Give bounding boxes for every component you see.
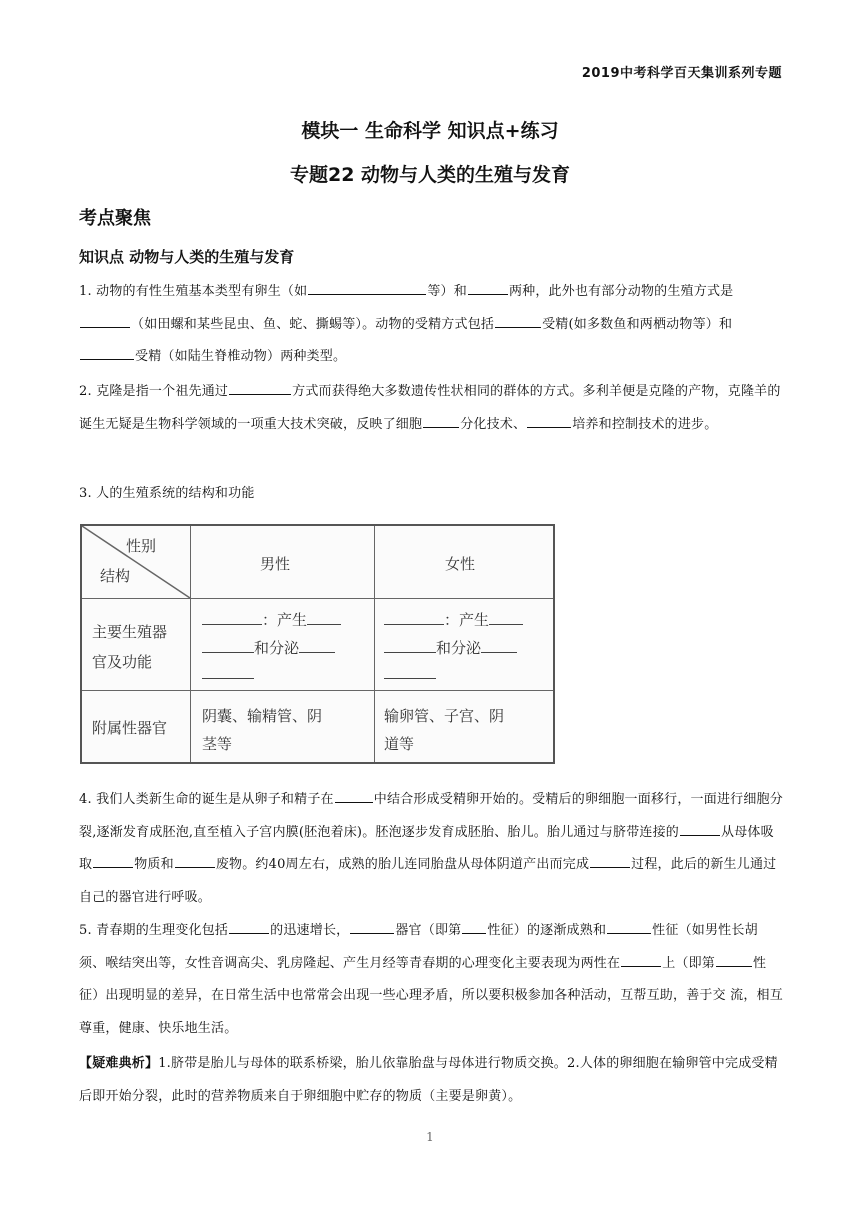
section-heading: 考点聚焦 — [79, 208, 151, 229]
p5-text-g: 性征）出现明显的差异，在日常生活中也常常会出现一些心理矛盾，所以要积极参加各种活动，互帮互助，善于交 流，相互尊重，健康、快乐地生活。 — [79, 955, 783, 1036]
p2-text-c: 分化技术、 — [460, 416, 527, 432]
p4-text-f: 过程，此后的新生儿通过自己的器官进行呼吸。 — [79, 857, 777, 905]
female-row1-line1 — [384, 606, 523, 634]
answer-blank[interactable] — [621, 953, 661, 967]
row1-label-1: 主要生殖器 — [92, 623, 168, 641]
p1-text-d: （如田螺和某些昆虫、鱼、蛇、撕蜴等）。动物的受精方式包括 — [131, 316, 495, 332]
p1-text-c: 两种，此外也有部分动物的生殖方式是 — [508, 284, 734, 299]
answer-blank[interactable] — [481, 638, 517, 653]
answer-blank[interactable] — [308, 281, 426, 295]
male-accessory-1: 阴囊、输精管、阴 — [202, 707, 323, 725]
female-accessory-2: 道等 — [384, 735, 415, 753]
p1-text-a: 1. 动物的有性生殖基本类型有卵生（如 — [79, 284, 308, 299]
topic-title: 专题22 动物与人类的生殖与发育 — [289, 164, 571, 186]
female-row1-line3 — [384, 660, 436, 688]
p1-text-e: 受精(如多数鱼和两栖动物等）和 — [542, 316, 733, 332]
secrete-text: 和分泌 — [436, 639, 482, 657]
answer-blank[interactable] — [384, 610, 444, 625]
p4-text-b: 中结合形成受精卵开始的。受精后的卵细胞一面移行，一面进行细胞分裂,逐渐发育成胚泡,直至植入子宫内膜(胚泡着床)。胚泡逐步发育成胚胎、胎儿。胎儿通过与脐带连接的 — [79, 792, 783, 840]
p2-text-a: 2. 克隆是指一个祖先通过 — [79, 384, 229, 399]
answer-blank[interactable] — [229, 920, 269, 934]
p4-text-e: 废物。约40周左右，成熟的胎儿连同胎盘从母体阴道产出而完成 — [215, 857, 590, 872]
answer-blank[interactable] — [307, 610, 341, 625]
answer-blank[interactable] — [175, 854, 215, 868]
p5-text-d: 性征）的逐渐成熟和 — [487, 923, 607, 938]
paragraph-4 — [79, 784, 784, 914]
p5-text-b: 的迅速增长， — [270, 923, 350, 938]
paragraph-6 — [79, 1048, 784, 1113]
row2-label: 附属性器官 — [92, 719, 168, 737]
answer-blank[interactable] — [423, 414, 459, 428]
reproductive-system-table — [80, 524, 555, 764]
answer-blank[interactable] — [202, 610, 262, 625]
answer-blank[interactable] — [93, 854, 133, 868]
female-row1-line2 — [384, 634, 517, 662]
answer-blank[interactable] — [468, 281, 508, 295]
male-accessory-2: 茎等 — [202, 735, 233, 753]
answer-blank[interactable] — [80, 314, 130, 328]
answer-blank[interactable] — [80, 346, 134, 360]
difficulty-analysis-label: 【疑难典析】 — [79, 1056, 159, 1071]
female-accessory-1: 输卵管、子宫、阴 — [384, 707, 505, 725]
p2-text-d: 培养和控制技术的进步。 — [572, 416, 718, 432]
answer-blank[interactable] — [202, 664, 254, 679]
answer-blank[interactable] — [384, 664, 436, 679]
p6-text: 1.脐带是胎儿与母体的联系桥梁，胎儿依靠胎盘与母体进行物质交换。2.人体的卵细胞在输卵管中完成受精后即开始分裂，此时的营养物质来自于卵细胞中贮存的物质（主要是卵黄）。 — [79, 1056, 778, 1104]
answer-blank[interactable] — [299, 638, 335, 653]
p2-text-b: 方式而获得绝大多数遗传性状相同的群体的方式。多利羊便是克隆的产物，克隆羊的诞生无疑是生物科学领域的一项重大技术突破，反映了细胞 — [79, 384, 781, 432]
p5-text-c: 器官（即第 — [395, 923, 462, 938]
p5-text-a: 5. 青春期的生理变化包括 — [79, 923, 229, 938]
answer-blank[interactable] — [590, 854, 630, 868]
p1-text-b: 等）和 — [427, 284, 467, 299]
secrete-text: 和分泌 — [254, 639, 300, 657]
paragraph-5 — [79, 915, 784, 1045]
paragraph-1 — [79, 276, 784, 374]
male-row1-line1 — [202, 606, 341, 634]
answer-blank[interactable] — [384, 638, 436, 653]
p1-text-f: 受精（如陆生脊椎动物）两种类型。 — [135, 349, 347, 364]
row1-label-2: 官及功能 — [92, 653, 153, 671]
answer-blank[interactable] — [350, 920, 394, 934]
series-title: 2019中考科学百天集训系列专题 — [581, 66, 782, 81]
answer-blank[interactable] — [335, 789, 373, 803]
produce-text: ：产生 — [262, 611, 308, 629]
male-header: 男性 — [260, 555, 291, 573]
module-title: 模块一 生命科学 知识点+练习 — [301, 120, 559, 142]
answer-blank[interactable] — [495, 314, 541, 328]
answer-blank[interactable] — [716, 953, 752, 967]
answer-blank[interactable] — [202, 638, 254, 653]
corner-top-label: 性别 — [126, 537, 157, 555]
p4-text-a: 4. 我们人类新生命的诞生是从卵子和精子在 — [79, 792, 334, 807]
answer-blank[interactable] — [680, 822, 720, 836]
p5-text-e: 性征（如男性长胡须、喉结突出等，女性音调高尖、乳房隆起、产生月经等青春期的心理变化主要表现为两性在 — [79, 923, 758, 971]
paragraph-2 — [79, 376, 784, 441]
male-row1-line2 — [202, 634, 335, 662]
answer-blank[interactable] — [462, 920, 486, 934]
answer-blank[interactable] — [527, 414, 571, 428]
p4-text-d: 物质和 — [134, 857, 174, 872]
p4-text-c: 从母体吸取 — [79, 824, 774, 872]
male-row1-line3 — [202, 660, 254, 688]
p5-text-f: 上（即第 — [662, 955, 716, 971]
knowledge-heading: 知识点 动物与人类的生殖与发育 — [79, 248, 295, 266]
answer-blank[interactable] — [607, 920, 651, 934]
paragraph-3: 3. 人的生殖系统的结构和功能 — [79, 486, 255, 501]
female-header: 女性 — [445, 555, 476, 573]
page-number: 1 — [426, 1130, 434, 1144]
corner-bottom-label: 结构 — [100, 567, 131, 585]
answer-blank[interactable] — [489, 610, 523, 625]
produce-text: ：产生 — [444, 611, 490, 629]
answer-blank[interactable] — [229, 381, 291, 395]
